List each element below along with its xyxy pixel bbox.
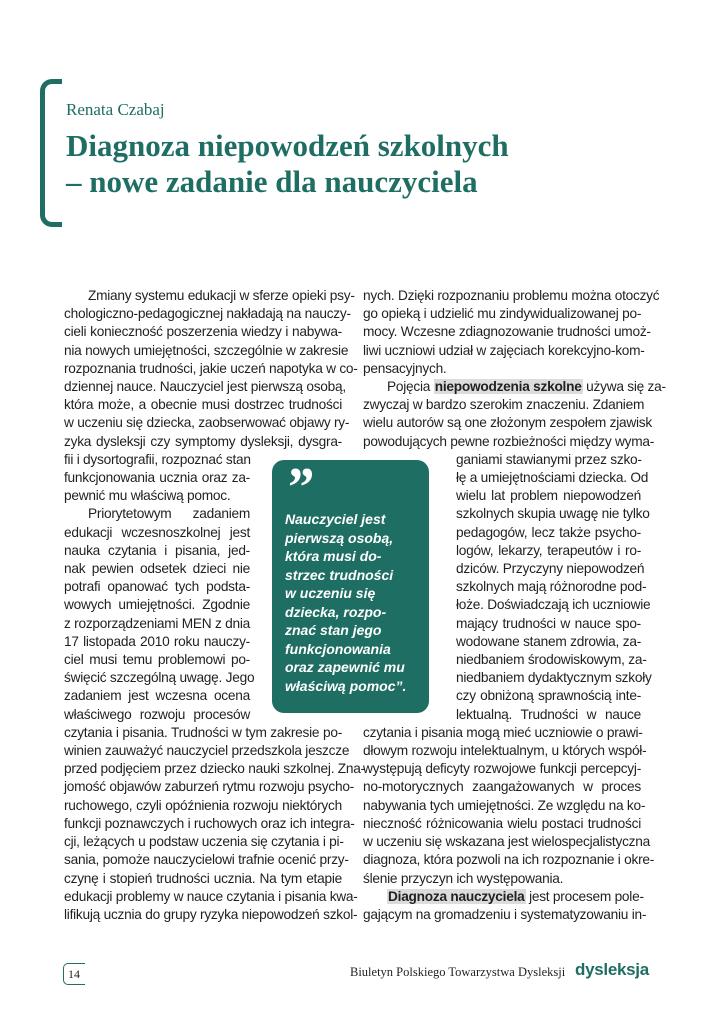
pull-quote-line: właściwą pomoc”. [285, 677, 407, 694]
text-line: nieczność różnicowania wielu postaci trudności [363, 815, 641, 831]
text-line: pedagogów, lecz także psycho- [456, 524, 641, 540]
pull-quote-line: która musi do- [285, 548, 382, 564]
text-line: cji, leżących u podstaw uczenia się czytania i pi- [64, 834, 344, 850]
text-line: szkolnych skupia uwagę nie tylko [456, 506, 650, 522]
text-line: ślenie przyczyn ich występowania. [363, 870, 564, 886]
text-line: zadaniem jest wczesna ocena [64, 688, 250, 704]
text-line: logów, lekarzy, terapeutów i ro- [456, 542, 641, 558]
text-line-with-term [363, 378, 666, 396]
pull-quote-line: Nauczyciel jest [285, 511, 386, 527]
text-line: czynę i stopień trudności ucznia. Na tym etapie [64, 870, 342, 886]
journal-name: Biuletyn Polskiego Towarzystwa Dysleksji [350, 965, 566, 979]
text-line: 17 listopada 2010 roku nauczy- [64, 633, 250, 649]
text-line: nabywania tych umiejętności. Ze względu na ko- [363, 797, 646, 813]
text-line-with-term [363, 888, 644, 906]
text-line: lektualną. Trudności w nauce [456, 706, 641, 722]
text-line: nia nowych umiejętności, szczególnie w zakresie [64, 342, 349, 358]
text-line: szkolnych mają różnorodne pod- [456, 579, 647, 595]
text-line: dziennej nauce. Nauczyciel jest pierwszą osobą, [64, 379, 346, 395]
text-fragment: używa się za- [586, 379, 666, 395]
text-line: funkcji poznawczych i ruchowych oraz ich integra- [64, 815, 355, 831]
header-bracket [40, 79, 62, 227]
text-fragment: Pojęcia [387, 379, 431, 395]
text-line: która może, a obecnie musi dostrzec trudności [64, 397, 342, 413]
text-line: niedbaniem środowiskowym, za- [456, 652, 647, 668]
pull-quote-line: w uczeniu się [285, 585, 376, 601]
text-line: rozpoznania trudności, jakie uczeń napotyka w co- [64, 360, 358, 376]
text-line: nych. Dzięki rozpoznaniu problemu można otoczyć [363, 288, 660, 303]
text-line: ciel musi temu problemowi po- [64, 652, 250, 668]
highlighted-term: Diagnoza nauczyciela [388, 888, 525, 904]
text-line: ganiami stawianymi przez szko- [456, 451, 642, 467]
text-line: właściwego rozwoju procesów [64, 706, 250, 722]
text-line: łoże. Doświadczają ich uczniowie [456, 597, 651, 613]
text-line: niedbaniem dydaktycznym szkoły [456, 670, 652, 686]
text-line: chologiczno-pedagogicznej nakładają na nauczy- [64, 306, 351, 322]
text-line: wodowane stanem zdrowia, za- [456, 633, 641, 649]
page-number: 14 [63, 963, 85, 985]
pull-quote-line: znać stan jego [285, 622, 382, 638]
text-line: diagnoza, która pozwoli na ich rozpoznanie i okre- [363, 852, 655, 868]
text-line: przed podjęciem przez dziecko nauki szkolnej. Zna- [64, 761, 365, 777]
text-line: dziców. Przyczyny niepowodzeń [456, 561, 645, 577]
pull-quote-line: funkcjonowania [285, 640, 391, 657]
quote-mark-icon: ” [285, 457, 309, 519]
article-title [66, 128, 509, 200]
article-author: Renata Czabaj [66, 100, 165, 119]
text-line: funkcjonowania ucznia oraz za- [64, 470, 250, 486]
text-line: wowych umiejętności. Zgodnie [64, 597, 250, 613]
text-line: pensacyjnych. [363, 360, 447, 376]
text-line: w uczeniu się wskazana jest wielospecjalistyczna [363, 834, 650, 850]
text-line: potrafi opanować tych podsta- [64, 579, 250, 595]
text-line: dłowym rozwoju intelektualnym, u których współ- [363, 743, 647, 759]
text-line: no-motorycznych zaangażowanych w proces [363, 779, 641, 795]
text-line: czy obniżoną sprawnością inte- [456, 688, 641, 704]
highlighted-term: niepowodzenia szkolne [434, 379, 582, 395]
text-line: liwi uczniowi udział w zajęciach korekcyjno-kom- [363, 342, 645, 358]
text-line: go opieką i udzielić mu zindywidualizowanej po- [363, 306, 642, 322]
pull-quote-line: oraz zapewnić mu [285, 659, 405, 675]
text-line: występują deficyty rozwojowe funkcji percepcyj- [363, 761, 641, 777]
pull-quote-line: dziecka, rozpo- [285, 603, 387, 620]
text-line: jomość objawów zaburzeń rytmu rozwoju psycho- [64, 779, 354, 795]
journal-logo: dysleksja [575, 960, 649, 979]
text-line: gającym na gromadzeniu i systematyzowaniu in- [363, 906, 647, 922]
text-line: czytania i pisania. Trudności w tym zakresie po- [64, 724, 342, 740]
text-line: czytania i pisania mogą mieć uczniowie o prawi- [363, 724, 643, 740]
text-line: pewnić mu właściwą pomoc. [64, 488, 231, 504]
text-line: edukacji problemy w nauce czytania i pisania kwa- [64, 888, 358, 904]
text-line: w uczeniu się dziecka, zaobserwować objawy ry- [64, 415, 350, 431]
text-line: cieli konieczność poszerzenia wiedzy i nabywa- [64, 324, 342, 340]
text-line: sania, pomoże nauczycielowi trafnie ocenić przy- [64, 852, 349, 868]
text-line: wielu autorów są one złożonym zespołem zjawisk [363, 415, 652, 431]
text-line: zwyczaj w bardzo szerokim znaczeniu. Zdaniem [363, 397, 645, 413]
title-line-2: – nowe zadanie dla nauczyciela [66, 164, 478, 199]
text-line: wielu lat problem niepowodzeń [456, 488, 641, 504]
text-line: mający trudności w nauce spo- [456, 615, 641, 631]
text-line: z rozporządzeniami MEN z dnia [64, 615, 250, 631]
text-line: ruchowego, czyli opóźnienia rozwoju niektórych [64, 797, 342, 813]
pull-quote [272, 457, 429, 713]
text-fragment: jest procesem pole- [529, 888, 644, 904]
text-line: nak pewien odsetek dzieci nie [64, 561, 250, 577]
text-line: nauka czytania i pisania, jed- [64, 542, 250, 558]
text-line: edukacji wczesnoszkolnej jest [64, 524, 250, 540]
pull-quote-line: pierwszą osobą, [285, 529, 394, 546]
text-line: święcić szczególną uwagę. Jego [64, 670, 255, 686]
text-line: zyka dysleksji czy symptomy dysleksji, dysgra- [64, 433, 342, 449]
text-line: winien zauważyć nauczyciel przedszkola jeszcze [64, 743, 350, 759]
text-line: Zmiany systemu edukacji w sferze opieki psy- [88, 288, 355, 303]
text-line: powodujących pewne rozbieżności między wyma- [363, 433, 655, 449]
text-line: fii i dysortografii, rozpoznać stan [64, 451, 251, 467]
text-line: mocy. Wczesne zdiagnozowanie trudności umoż- [363, 324, 651, 340]
text-line: lifikują ucznia do grupy ryzyka niepowodzeń szkol- [64, 906, 358, 922]
pull-quote-text [285, 510, 419, 695]
text-line: Priorytetowym zadaniem [88, 506, 250, 522]
title-line-1: Diagnoza niepowodzeń szkolnych [66, 128, 509, 163]
text-line: łę a umiejętnościami dziecka. Od [456, 470, 649, 486]
pull-quote-line: strzec trudności [285, 566, 394, 583]
